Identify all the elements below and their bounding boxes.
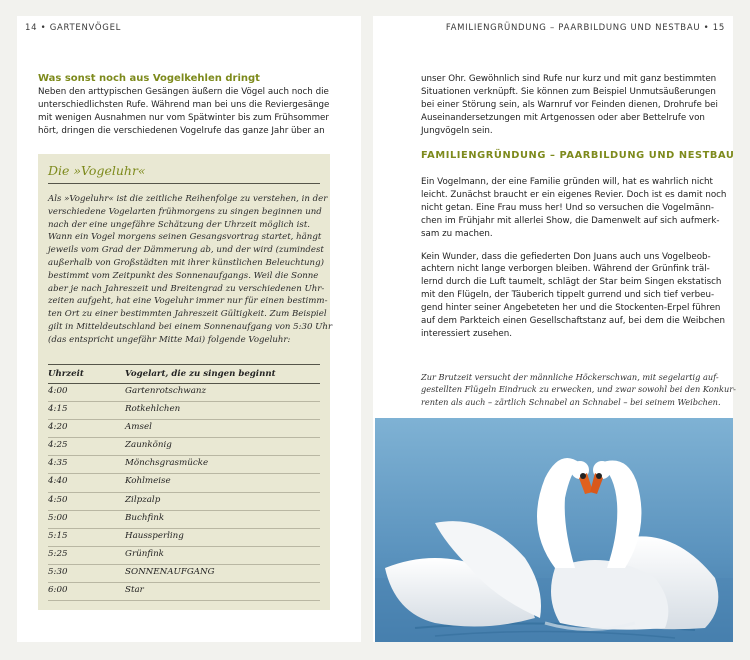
vogeluhr-box: [38, 154, 333, 610]
section-title-familiengruendung: FAMILIENGRÜNDUNG – PAARBILDUNG UND NESTBAU: [421, 150, 735, 161]
table-row: [48, 402, 320, 420]
table-row: [48, 511, 320, 529]
box-text-line: zeiten aufgeht, hat eine Vogeluhr immer nur für einen bestimm-: [48, 296, 328, 307]
time-cell: 5:25: [48, 548, 68, 559]
box-text-line: Wann ein Vogel morgens seinen Gesangsvortrag startet, hängt: [48, 232, 322, 243]
table-row: [48, 438, 320, 456]
box-body: [48, 193, 333, 347]
familie-text: [421, 176, 726, 341]
box-text-line: jeweils vom Grad der Dämmerung ab, und der wird (zumindest: [48, 245, 324, 256]
swan-pair-photo: [375, 418, 733, 642]
species-cell: Buchfink: [125, 512, 165, 523]
text-line: leicht. Zunächst braucht er ein eigenes Revier. Doch ist es damit noch: [421, 189, 727, 200]
text-line: unser Ohr. Gewöhnlich sind Rufe nur kurz und mit ganz bestimmten: [421, 74, 717, 84]
species-cell: Gartenrotschwanz: [125, 386, 207, 396]
box-title: Die »Vogeluhr«: [48, 163, 146, 178]
text-line: sam zu machen.: [421, 228, 493, 239]
time-cell: 4:15: [48, 404, 68, 415]
table-row: [48, 420, 320, 438]
box-text-line: aber je nach Jahreszeit und Breitengrad zu verschiedenen Uhr-: [48, 283, 325, 294]
text-line: unterschiedlichsten Rufe. Während man bei uns die Reviergesänge: [38, 99, 330, 110]
text-line: chen im Frühjahr mit allerlei Show, die Damenwelt auf sich aufmerk-: [421, 215, 720, 226]
time-cell: 4:50: [48, 494, 68, 505]
species-cell: Star: [125, 585, 144, 596]
species-cell: Mönchsgrasmücke: [125, 458, 209, 469]
vogeluhr-table: [48, 384, 320, 601]
box-text-line: gilt in Mitteldeutschland bei einem Sonnenaufgang von 5:30 Uhr: [48, 321, 333, 332]
species-cell: Kohlmeise: [125, 476, 171, 487]
table-row: [48, 456, 320, 474]
text-line: nicht getan. Eine Frau muss her! Und so versuchen die Vogelmänn-: [421, 202, 715, 213]
table-row: [48, 529, 320, 547]
text-line: Ein Vogelmann, der eine Familie gründen will, hat es wahrlich nicht: [421, 177, 713, 187]
table-row: [48, 474, 320, 492]
table-row: [48, 384, 320, 402]
section-title-vogelkehlen: Was sonst noch aus Vogelkehlen dringt: [38, 73, 260, 84]
table-row: [48, 583, 320, 601]
paragraph-vogelmann: [421, 176, 726, 241]
text-line: mit den Flügeln, der Täuberich tippelt gurrend und sich tief verbeu-: [421, 290, 715, 301]
species-cell: Grünfink: [125, 548, 164, 559]
box-text-line: bestimmt vom Zeitpunkt des Sonnenaufgangs. Weil die Sonne: [48, 270, 319, 281]
box-text-line: ten Ort zu einer bestimmten Jahreszeit Gültigkeit. Zum Beispiel: [48, 309, 327, 320]
species-cell: Amsel: [125, 422, 152, 433]
left-page: [17, 16, 361, 642]
time-cell: 4:25: [48, 440, 68, 451]
species-cell: Zilpzalp: [125, 494, 161, 505]
table-header-time: Uhrzeit: [48, 369, 84, 379]
caption-line: gestellten Flügeln Eindruck zu erwecken, und zwar sowohl bei den Konkur-: [421, 384, 736, 395]
text-line: bei einer Störung sein, als Warnruf vor Feinden dienen, Drohrufe bei: [421, 99, 718, 110]
text-line: auf dem Parkteich einen Gesellschaftstanz auf, bei dem die Weibchen: [421, 316, 725, 327]
running-head-left: 14 • GARTENVÖGEL: [25, 23, 122, 33]
time-cell: 4:40: [48, 476, 68, 487]
text-line: Jungvögeln sein.: [421, 125, 493, 136]
table-row: [48, 565, 320, 583]
time-cell: 4:00: [48, 386, 68, 396]
species-cell: Haussperling: [125, 530, 184, 541]
text-line: Kein Wunder, dass die gefiederten Don Juans auch uns Vogelbeob-: [421, 251, 711, 262]
right-page: [373, 16, 736, 642]
table-row: [48, 547, 320, 565]
continuation-paragraph: [421, 73, 718, 138]
time-cell: 4:20: [48, 422, 68, 433]
text-line: Situationen verknüpft. Sie können zum Beispiel Unmutsäußerungen: [421, 86, 716, 97]
box-title-rule: [48, 183, 320, 184]
text-line: Auseinandersetzungen mit Artgenossen oder aber Bettelrufe von: [421, 112, 705, 123]
box-text-line: außerhalb von Großstädten mit ihrer künstlichen Beleuchtung): [48, 257, 324, 268]
text-line: achtern nicht lange verborgen bleiben. Während der Grünfink träl-: [421, 264, 710, 275]
box-text-line: Als »Vogeluhr« ist die zeitliche Reihenfolge zu verstehen, in der: [48, 194, 328, 204]
intro-paragraph: [38, 86, 329, 138]
time-cell: 5:30: [48, 566, 68, 577]
box-text-line: (das entspricht ungefähr Mitte Mai) folgende Vogeluhr:: [48, 334, 291, 345]
text-line: mit wenigen Ausnahmen nur vom Spätwinter bis zum Frühsommer: [38, 112, 329, 123]
text-line: lernd durch die Luft taumelt, schlägt der Star beim Singen ekstatisch: [421, 277, 722, 288]
photo-caption: [421, 371, 736, 408]
caption-line: Zur Brutzeit versucht der männliche Höckerschwan, mit segelartig auf-: [421, 372, 719, 382]
box-text-line: verschiedene Vogelarten frühmorgens zu singen beginnen und: [48, 206, 322, 217]
species-cell: Rotkehlchen: [125, 404, 181, 415]
text-line: Neben den arttypischen Gesängen äußern die Vögel auch noch die: [38, 87, 329, 97]
time-cell: 6:00: [48, 585, 68, 596]
time-cell: 4:35: [48, 458, 68, 469]
time-cell: 5:15: [48, 530, 68, 541]
caption-line: renten als auch – zärtlich Schnabel an Schnabel – bei seinem Weibchen.: [421, 396, 721, 407]
species-cell: SONNENAUFGANG: [125, 566, 215, 577]
table-row: [48, 493, 320, 511]
species-cell: Zaunkönig: [125, 440, 172, 451]
table-top-rule: [48, 364, 320, 365]
paragraph-don-juans: [421, 251, 726, 341]
text-line: hört, dringen die verschiedenen Vogelrufe das ganze Jahr über an: [38, 125, 325, 136]
table-header-species: Vogelart, die zu singen beginnt: [125, 369, 276, 379]
text-line: interessiert zusehen.: [421, 328, 513, 339]
running-head-right: FAMILIENGRÜNDUNG – PAARBILDUNG UND NESTBAU • 15: [445, 23, 725, 33]
time-cell: 5:00: [48, 512, 68, 523]
box-text-line: nach der eine ungefähre Schätzung der Uhrzeit möglich ist.: [48, 219, 311, 230]
text-line: gend hinter seiner Angebeteten her und die Stockenten-Erpel führen: [421, 303, 721, 314]
